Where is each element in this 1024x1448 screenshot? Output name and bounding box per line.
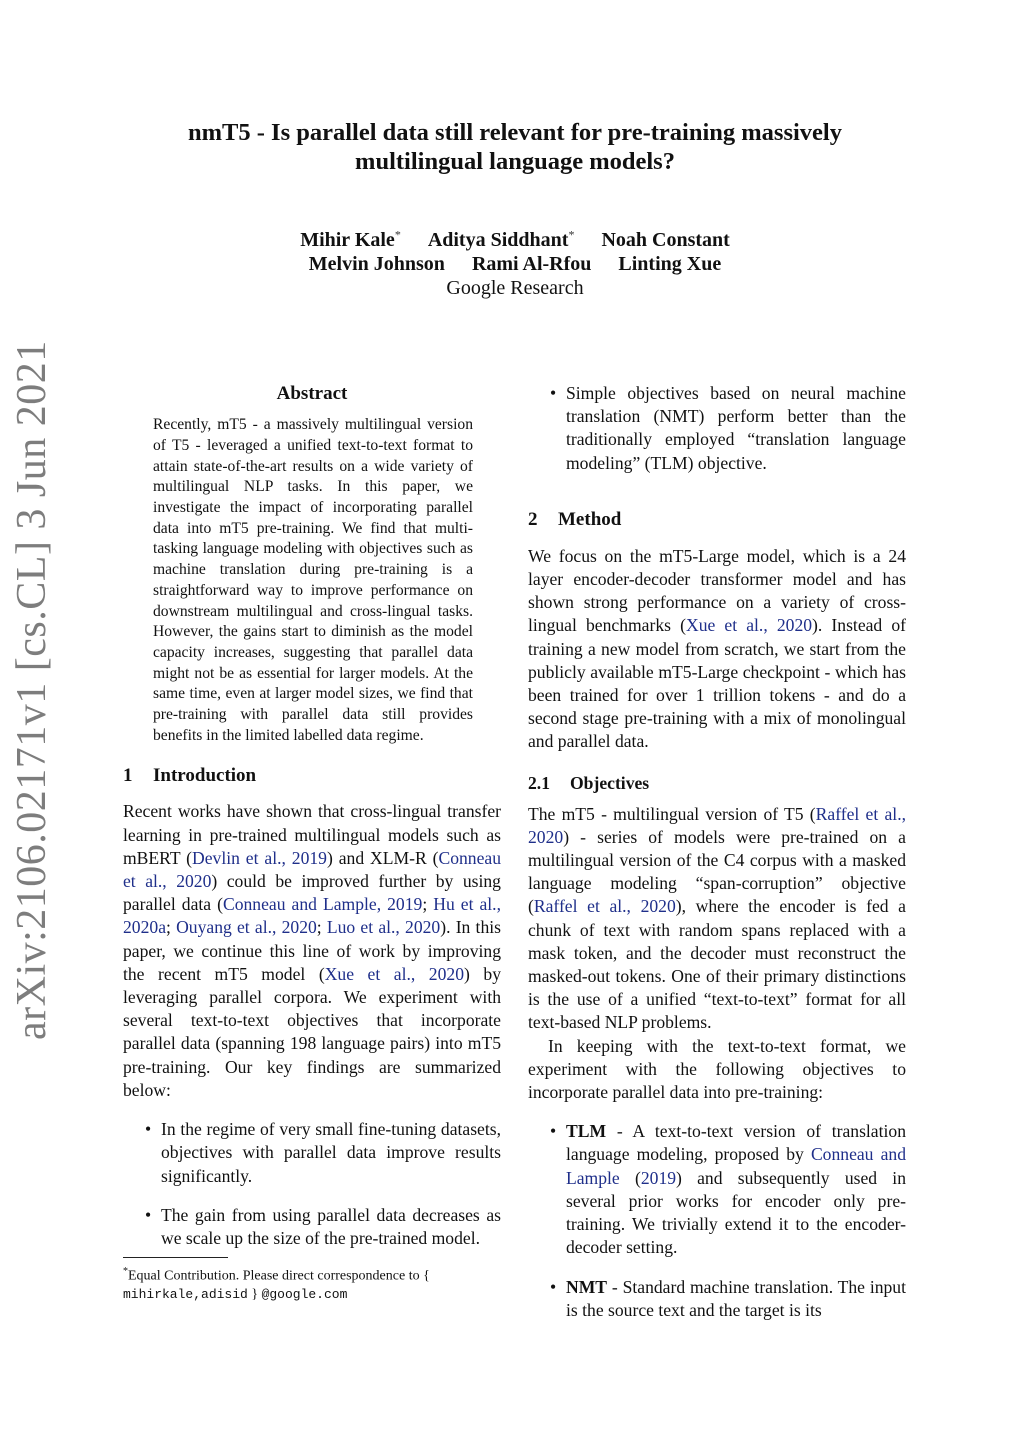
author-name: Aditya Siddhant* (427, 227, 575, 251)
bullet-icon: • (145, 1119, 152, 1140)
affiliation: Google Research (446, 276, 584, 299)
title-line-2: multilingual language models? (355, 148, 675, 175)
citation-link[interactable]: Devlin et al., 2019 (192, 847, 327, 868)
author-name: Melvin Johnson (308, 252, 445, 275)
left-column (123, 382, 501, 1304)
author-name: Rami Al-Rfou (471, 252, 592, 275)
author-row-2 (120, 252, 910, 276)
arxiv-identifier: arXiv:2106.02171v1 [cs.CL] 3 Jun 2021 (9, 340, 55, 1040)
citation-link[interactable]: Conneau et al., 2020 (123, 847, 501, 892)
footnote-emails: mihirkale,adisid (123, 1286, 248, 1302)
bullet-icon: • (550, 1121, 557, 1142)
method-paragraph: We focus on the mT5-Large model, which is a 24 layer encoder-decoder transformer model and has shown strong performance on a variety of cross-lingual benchmarks (Xue et al., 2020). Instead of training a new model from scratch, we start from the publicly available mT5-Large checkpoint - which has been trained for over 1 trillion tokens - and do a second stage pre-training with a mix of monolingual and parallel data. (528, 545, 907, 752)
author-name: Noah Constant (601, 228, 730, 251)
citation-link[interactable]: Conneau and Lample (566, 1144, 907, 1188)
citation-link[interactable]: Luo et al., 2020 (326, 917, 441, 938)
author-row-1 (120, 222, 910, 252)
footnote: *Equal Contribution. Please direct correspondence to { mihirkale,adisid } @google.com (123, 1266, 430, 1302)
author-block (120, 222, 910, 300)
term-label: NMT (566, 1276, 608, 1297)
section-heading-introduction: 1 Introduction (123, 765, 257, 787)
term-label: TLM (566, 1121, 607, 1142)
section-heading-method: 2 Method (528, 508, 622, 530)
citation-link[interactable]: Xue et al., 2020 (324, 963, 464, 984)
author-name: Mihir Kale* (300, 227, 401, 251)
citation-link[interactable]: Xue et al., 2020 (685, 615, 813, 636)
key-findings-list-continued (528, 382, 906, 475)
objectives-paragraph: The mT5 - multilingual version of T5 (Raffel et al., 2020) - series of models were pre-trained on a multilingual version of the C4 corpus with a masked language modeling “span-corruption” objective (Raffel et al., 2020), where the encoder is fed a chunk of text with random spans replaced with a mask token, and the decoder must reconstruct the masked-out tokens. One of their primary distinctions is the use of a unified “text-to-text” format for all text-based NLP problems. (528, 803, 906, 1033)
right-column (528, 382, 906, 1322)
equal-contribution-mark: * (568, 227, 575, 241)
objectives-list (528, 1120, 906, 1322)
citation-link[interactable]: 2019 (640, 1167, 677, 1188)
footnote-divider (123, 1257, 228, 1258)
abstract-heading: Abstract (276, 383, 348, 404)
bullet-icon: • (550, 383, 557, 403)
citation-link[interactable]: Hu et al., 2020a (123, 894, 501, 938)
key-findings-list (123, 1118, 501, 1250)
citation-link[interactable]: Conneau and Lample, 2019 (222, 894, 423, 915)
author-name: Linting Xue (618, 252, 722, 275)
list-item-tlm: • TLM - A text-to-text version of translation language modeling, proposed by Conneau and Lample (2019) and subsequently used in several prior works for encoder only pre-training. We trivially extend it to the encoder-decoder setting. (550, 1121, 907, 1258)
bullet-icon: • (145, 1204, 152, 1225)
footnote-domain: @google.com (261, 1286, 348, 1302)
intro-paragraph: Recent works have shown that cross-lingual transfer learning in pre-trained multilingual models such as mBERT (Devlin et al., 2019) and XLM-R (Conneau et al., 2020) could be improved further by using parallel data (Conneau and Lample, 2019; Hu et al., 2020a; Ouyang et al., 2020; Luo et al., 2020). In this paper, we continue this line of work by improving the recent mT5 model (Xue et al., 2020) by leveraging parallel corpora. We experiment with several text-to-text objectives that incorporate parallel data (spanning 198 language pairs) into mT5 pre-training. Our key findings are summarized below: (123, 801, 501, 1100)
citation-link[interactable]: Raffel et al., 2020 (533, 896, 676, 917)
list-item-nmt: • NMT - Standard machine translation. The input is the source text and the target is its (550, 1276, 906, 1320)
abstract-text: Recently, mT5 - a massively multilingual version of T5 - leveraged a unified text-to-text format to attain state-of-the-art results on a wide variety of multilingual NLP tasks. In this paper, we investigate the impact of incorporating parallel data into mT5 pre-training. We find that multi-tasking language modeling with objectives such as machine translation during pre-training is a straightforward way to improve performance on downstream multilingual and cross-lingual tasks. However, the gains start to diminish as the model capacity increases, suggesting that parallel data might not be as essential for larger models. At the same time, even at larger model sizes, we find that pre-training with parallel data still provides benefits in the limited labelled data regime. (153, 416, 473, 744)
footnote-area (123, 1257, 501, 1304)
list-item: • In the regime of very small fine-tuning datasets, objectives with parallel data improve results significantly. (145, 1119, 501, 1186)
list-item: • The gain from using parallel data decreases as we scale up the size of the pre-trained model. (145, 1204, 501, 1248)
bullet-icon: • (550, 1276, 557, 1297)
equal-contribution-mark: * (394, 227, 401, 241)
objectives-paragraph-2: In keeping with the text-to-text format, we experiment with the following objectives to incorporate parallel data into pre-training: (528, 1035, 906, 1103)
title-line-1: nmT5 - Is parallel data still relevant for pre-training massively (188, 119, 842, 146)
paper-title (120, 118, 910, 176)
subsection-heading-objectives: 2.1 Objectives (528, 772, 650, 793)
list-item: • Simple objectives based on neural machine translation (NMT) perform better than the traditionally employed “translation language modeling” (TLM) objective. (550, 383, 906, 473)
citation-link[interactable]: Ouyang et al., 2020 (176, 917, 317, 938)
citation-link[interactable]: Raffel et al., 2020 (528, 803, 906, 847)
